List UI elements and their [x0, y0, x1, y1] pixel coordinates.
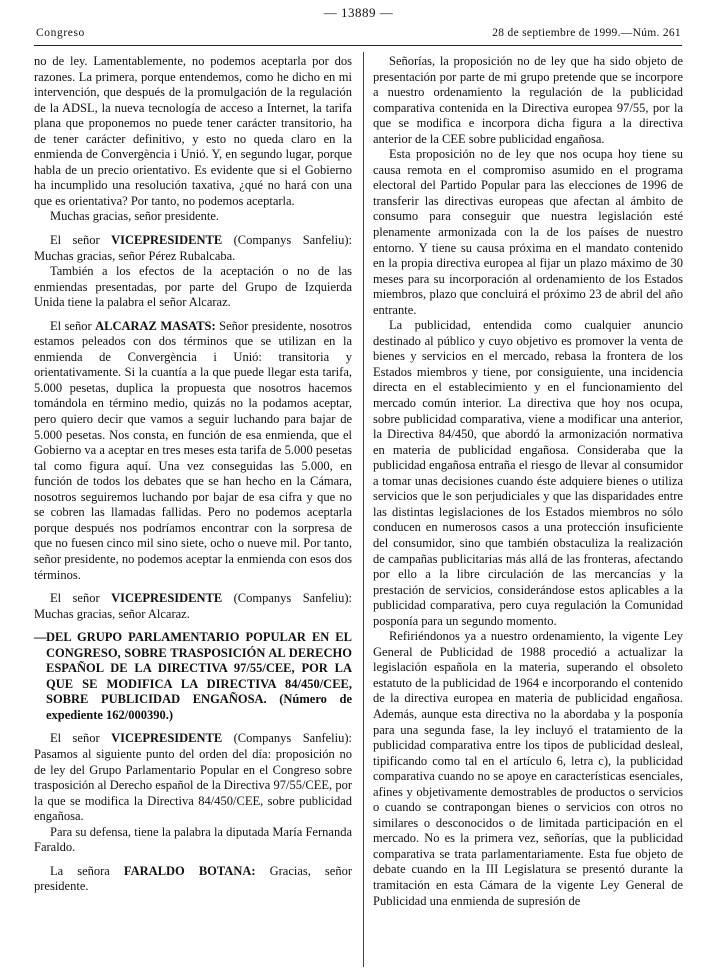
- speaker-prefix: La señora: [50, 863, 124, 878]
- paragraph: Señorías, la proposición no de ley que ha sido objeto de presentación por parte de mi grupo pretende que se incorpore a nuestro ordenamiento la regulación de la publicidad comparativa contenida en la Directiva europea 97/55, por la que se modifica e incorpora dicha figura a la directiva anterior de la CEE sobre publicidad engañosa.: [373, 54, 683, 146]
- agenda-heading: [34, 630, 352, 723]
- header-rule: [34, 45, 682, 46]
- publication-name: Congreso: [36, 27, 85, 39]
- paragraph: La publicidad, entendida como cualquier anuncio destinado al público y cuyo objetivo es promover la venta de bienes y servicios en el mercado, rebasa la frontera de los Estados miembros y tiene, por consiguiente, una incidencia directa en el establecimiento y en el funcionamiento del mercado común interior. La directiva que hoy nos ocupa, sobre publicidad comparativa, viene a modificar una anterior, la Directiva 84/450, que abordó la armonización normativa en materia de publicidad engañosa. Consideraba que la publicidad engañosa entraña el riesgo de llevar al consumidor a tomar unas decisiones cuando éste adquiere bienes o utiliza servicios que le son perjudiciales y que las disparidades entre las distintas legislaciones de los Estados miembros no sólo conducen en numerosos casos a una protección insuficiente del consumidor, sino que también obstaculiza la realización de campañas publicitarias más allá de las fronteras, afectando por ello a la libre circulación de las mercancías y la prestación de servicios, considerándose estos aplicables a la publicidad comparativa, pero cuya regulación la Comunidad posponía para un segundo momento.: [373, 318, 683, 628]
- speaker-text: (Companys Sanfeliu): Pasamos al siguiente punto del orden del día: proposición no de ley del Grupo Parlamentario Popular en el Congreso sobre trasposición al Derecho español de la Directiva 97/55/CEE, por la que se modifica la Directiva 84/450/CEE, sobre publicidad engañosa.: [34, 731, 352, 824]
- speaker-prefix: El señor: [50, 233, 112, 248]
- paragraph: no de ley. Lamentablemente, no podemos aceptarla por dos razones. La primera, porque entendemos, como he dicho en mi intervención, que después de la promulgación de la regulación de la ADSL, la nueva tecnología de acceso a Internet, la tarifa plana que proponemos no puede tener carácter transitorio, ha de tener carácter definitivo, y esto no queda claro en la enmienda de Convergència i Unió. Y, en segundo lugar, porque habla de un precio orientativo. Es evidente que si el Gobierno ha incumplido una resolución taxativa, ¿qué no hará con una que es orientativa? Por tanto, no podemos aceptarla.: [34, 54, 352, 208]
- speaker-paragraph: [34, 591, 352, 622]
- speaker-name: VICEPRESIDENTE: [111, 591, 223, 606]
- speaker-text: (Companys Sanfeliu): Muchas gracias, señor Alcaraz.: [34, 591, 352, 621]
- speaker-name: VICEPRESIDENTE: [111, 731, 223, 746]
- speaker-paragraph: [34, 319, 352, 583]
- paragraph: Refiriéndonos ya a nuestro ordenamiento, la vigente Ley General de Publicidad de 1988 procedió a actualizar la legislación española en la materia, superando el obsoleto estatuto de la publicidad de 1964 e incorporando el contenido de la directiva europea en materia de publicidad engañosa. Además, aunque esta directiva no la abordaba y la posponía para una segunda fase, la ley incluyó el tratamiento de la publicidad comparativa entre los tipos de publicidad desleal, tipificando como tal en el artículo 6, letra c), la publicidad comparativa cuando no se apoye en características esenciales, afines y objetivamente demostrables de productos o servicios o cuando se contrapongan bienes o servicios con otros no similares o desconocidos o de limitada participación en el mercado. No es la primera vez, señorías, que la publicidad comparativa se trata parlamentariamente. Esta fue objeto de debate cuando en la III Legislatura se presentó durante la tramitación en esta Cámara de la vigente Ley General de Publicidad una enmienda de supresión de: [373, 629, 683, 908]
- speaker-paragraph: [34, 233, 352, 264]
- heading-dash: —: [34, 630, 47, 645]
- speaker-name: VICEPRESIDENTE: [111, 233, 223, 248]
- speaker-name: ALCARAZ MASATS:: [95, 318, 216, 333]
- heading-text: DEL GRUPO PARLAMENTARIO POPULAR EN EL CONGRESO, SOBRE TRASPOSICIÓN AL DERECHO ESPAÑOL DE LA DIRECTIVA 97/55/CEE, POR LA QUE SE MODIFICA LA DIRECTIVA 84/450/CEE, SOBRE PUBLICIDAD ENGAÑOSA. (Número de expediente 162/000390.): [46, 630, 352, 722]
- speaker-prefix: El señor: [50, 731, 112, 746]
- speaker-text: Gracias, señor presidente.: [34, 863, 353, 894]
- paragraph: También a los efectos de la aceptación o no de las enmiendas presentadas, por parte del Grupo de Izquierda Unida tiene la palabra el señor Alcaraz.: [34, 264, 352, 310]
- right-column: [373, 54, 683, 909]
- speaker-paragraph: [34, 864, 352, 895]
- speaker-prefix: El señor: [50, 318, 96, 333]
- paragraph: Para su defensa, tiene la palabra la diputada María Fernanda Faraldo.: [34, 824, 352, 855]
- speaker-text: (Companys Sanfeliu): Muchas gracias, señor Pérez Rubalcaba.: [34, 233, 352, 263]
- column-divider: [363, 52, 364, 967]
- speaker-paragraph: [34, 731, 352, 824]
- speaker-prefix: El señor: [50, 591, 112, 606]
- date-issue: 28 de septiembre de 1999.—Núm. 261: [492, 27, 681, 39]
- left-column: [34, 54, 352, 895]
- paragraph: Esta proposición no de ley que nos ocupa hoy tiene su causa remota en el compromiso asumido en el programa electoral del Partido Popular para las elecciones de 1996 de transferir las directivas europeas que afectan al ámbito de consumo para conseguir que nuestra legislación esté plenamente armonizada con la de los países de nuestro entorno. Y tiene su causa próxima en el mandato contenido en la propia directiva europea al fijar un plazo máximo de 30 meses para su incorporación al ordenamiento de los Estados miembros, plazo que concluirá el próximo 23 de abril del año entrante.: [373, 147, 683, 317]
- speaker-name: FARALDO BOTANA:: [123, 863, 256, 878]
- paragraph: Muchas gracias, señor presidente.: [50, 209, 220, 224]
- page-number: — 13889 —: [323, 5, 394, 20]
- speaker-text: Señor presidente, nosotros estamos peleados con dos términos que se utilizan en la enmienda de Convergència i Unió: transitoria y orientativamente. Si la cuantía a la que puede llegar esta tarifa, 5.000 pesetas, duplica la propuesta que nosotros hacemos tomándola en término medio, quizás no la podamos aceptar, pero quiero decir que vamos a seguir luchando para bajar de 5.000 pesetas. Nos consta, en función de esa enmienda, que el Gobierno va a aceptar en tres meses esta tarifa de 5.000 pesetas tal como figura aquí. Una vez conseguidas las 5.000, en función de todos los debates que se han hecho en la Cámara, nosotros seguiremos luchando por bajar de esa cifra y que no se cobren las llamadas fallidas. Pero no podemos aceptarla porque después nos podríamos encontrar con la sorpresa de que no fuesen cinco mil sino siete, ocho o nueve mil. Por tanto, señor presidente, no podemos aceptar la enmienda con esos dos términos.: [34, 318, 353, 582]
